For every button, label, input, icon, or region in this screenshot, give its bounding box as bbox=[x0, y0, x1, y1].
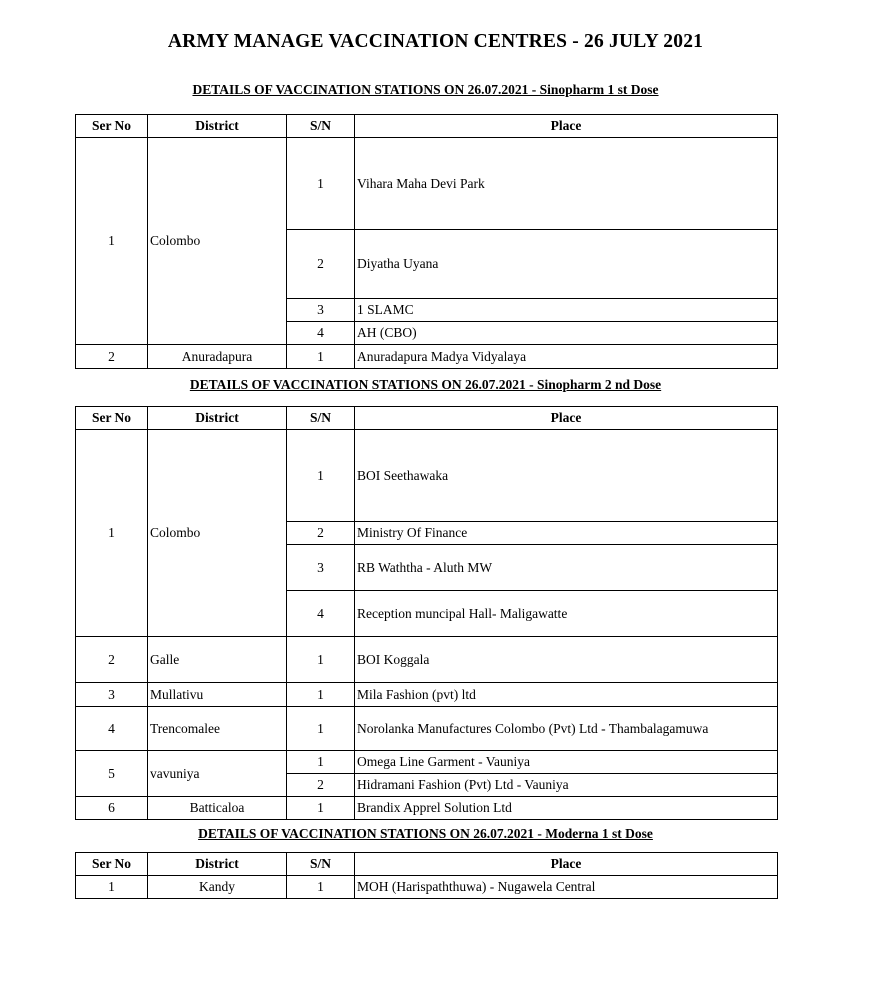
district-cell: Batticaloa bbox=[148, 797, 287, 820]
place-cell: Mila Fashion (pvt) ltd bbox=[355, 683, 778, 707]
place-cell: BOI Seethawaka bbox=[355, 430, 778, 522]
header-ser-no: Ser No bbox=[76, 115, 148, 138]
sn-cell: 1 bbox=[287, 345, 355, 369]
place-cell: Ministry Of Finance bbox=[355, 522, 778, 545]
district-cell: Galle bbox=[148, 637, 287, 683]
place-cell: 1 SLAMC bbox=[355, 299, 778, 322]
ser-no-cell: 1 bbox=[76, 430, 148, 637]
section-heading-sinopharm-1st: DETAILS OF VACCINATION STATIONS ON 26.07.2021 - Sinopharm 1 st Dose bbox=[192, 82, 659, 97]
place-cell: Brandix Apprel Solution Ltd bbox=[355, 797, 778, 820]
ser-no-cell: 2 bbox=[76, 637, 148, 683]
district-cell: Colombo bbox=[148, 430, 287, 637]
sn-cell: 1 bbox=[287, 797, 355, 820]
place-cell: RB Waththa - Aluth MW bbox=[355, 545, 778, 591]
ser-no-cell: 1 bbox=[76, 138, 148, 345]
place-cell: Vihara Maha Devi Park bbox=[355, 138, 778, 230]
table-header-row bbox=[76, 853, 778, 876]
sn-cell: 1 bbox=[287, 751, 355, 774]
table-row bbox=[76, 751, 778, 774]
table-row bbox=[76, 430, 778, 522]
header-district: District bbox=[148, 115, 287, 138]
header-place: Place bbox=[355, 407, 778, 430]
place-cell: Hidramani Fashion (Pvt) Ltd - Vauniya bbox=[355, 774, 778, 797]
ser-no-cell: 6 bbox=[76, 797, 148, 820]
place-cell: MOH (Harispaththuwa) - Nugawela Central bbox=[355, 876, 778, 899]
table-row bbox=[76, 707, 778, 751]
sn-cell: 1 bbox=[287, 707, 355, 751]
place-cell: Norolanka Manufactures Colombo (Pvt) Ltd - Thambalagamuwa bbox=[355, 707, 778, 751]
header-sn: S/N bbox=[287, 115, 355, 138]
ser-no-cell: 1 bbox=[76, 876, 148, 899]
header-place: Place bbox=[355, 853, 778, 876]
header-sn: S/N bbox=[287, 407, 355, 430]
header-ser-no: Ser No bbox=[76, 407, 148, 430]
vaccination-table-sinopharm-1st bbox=[75, 114, 778, 369]
ser-no-cell: 5 bbox=[76, 751, 148, 797]
sn-cell: 1 bbox=[287, 637, 355, 683]
section-heading-moderna-1st: DETAILS OF VACCINATION STATIONS ON 26.07.2021 - Moderna 1 st Dose bbox=[198, 826, 653, 841]
district-cell: vavuniya bbox=[148, 751, 287, 797]
place-cell: Omega Line Garment - Vauniya bbox=[355, 751, 778, 774]
district-cell: Anuradapura bbox=[148, 345, 287, 369]
sn-cell: 4 bbox=[287, 591, 355, 637]
page-title: ARMY MANAGE VACCINATION CENTRES - 26 JULY 2021 bbox=[167, 31, 704, 52]
ser-no-cell: 4 bbox=[76, 707, 148, 751]
table-row bbox=[76, 683, 778, 707]
header-district: District bbox=[148, 407, 287, 430]
place-cell: AH (CBO) bbox=[355, 322, 778, 345]
table-row bbox=[76, 876, 778, 899]
sn-cell: 2 bbox=[287, 230, 355, 299]
sn-cell: 3 bbox=[287, 545, 355, 591]
table-header-row bbox=[76, 407, 778, 430]
header-ser-no: Ser No bbox=[76, 853, 148, 876]
district-cell: Kandy bbox=[148, 876, 287, 899]
table-header-row bbox=[76, 115, 778, 138]
table-row bbox=[76, 138, 778, 230]
sn-cell: 3 bbox=[287, 299, 355, 322]
ser-no-cell: 2 bbox=[76, 345, 148, 369]
header-sn: S/N bbox=[287, 853, 355, 876]
district-cell: Colombo bbox=[148, 138, 287, 345]
sn-cell: 1 bbox=[287, 138, 355, 230]
sn-cell: 4 bbox=[287, 322, 355, 345]
table-row bbox=[76, 345, 778, 369]
sn-cell: 1 bbox=[287, 683, 355, 707]
sn-cell: 1 bbox=[287, 430, 355, 522]
district-cell: Trencomalee bbox=[148, 707, 287, 751]
sn-cell: 2 bbox=[287, 522, 355, 545]
header-place: Place bbox=[355, 115, 778, 138]
place-cell: Anuradapura Madya Vidyalaya bbox=[355, 345, 778, 369]
sn-cell: 2 bbox=[287, 774, 355, 797]
district-cell: Mullativu bbox=[148, 683, 287, 707]
place-cell: Reception muncipal Hall- Maligawatte bbox=[355, 591, 778, 637]
section-heading-sinopharm-2nd: DETAILS OF VACCINATION STATIONS ON 26.07.2021 - Sinopharm 2 nd Dose bbox=[189, 377, 662, 392]
place-cell: Diyatha Uyana bbox=[355, 230, 778, 299]
place-cell: BOI Koggala bbox=[355, 637, 778, 683]
table-row bbox=[76, 637, 778, 683]
ser-no-cell: 3 bbox=[76, 683, 148, 707]
header-district: District bbox=[148, 853, 287, 876]
vaccination-table-sinopharm-2nd bbox=[75, 406, 778, 820]
sn-cell: 1 bbox=[287, 876, 355, 899]
table-row bbox=[76, 797, 778, 820]
vaccination-table-moderna-1st bbox=[75, 852, 778, 899]
